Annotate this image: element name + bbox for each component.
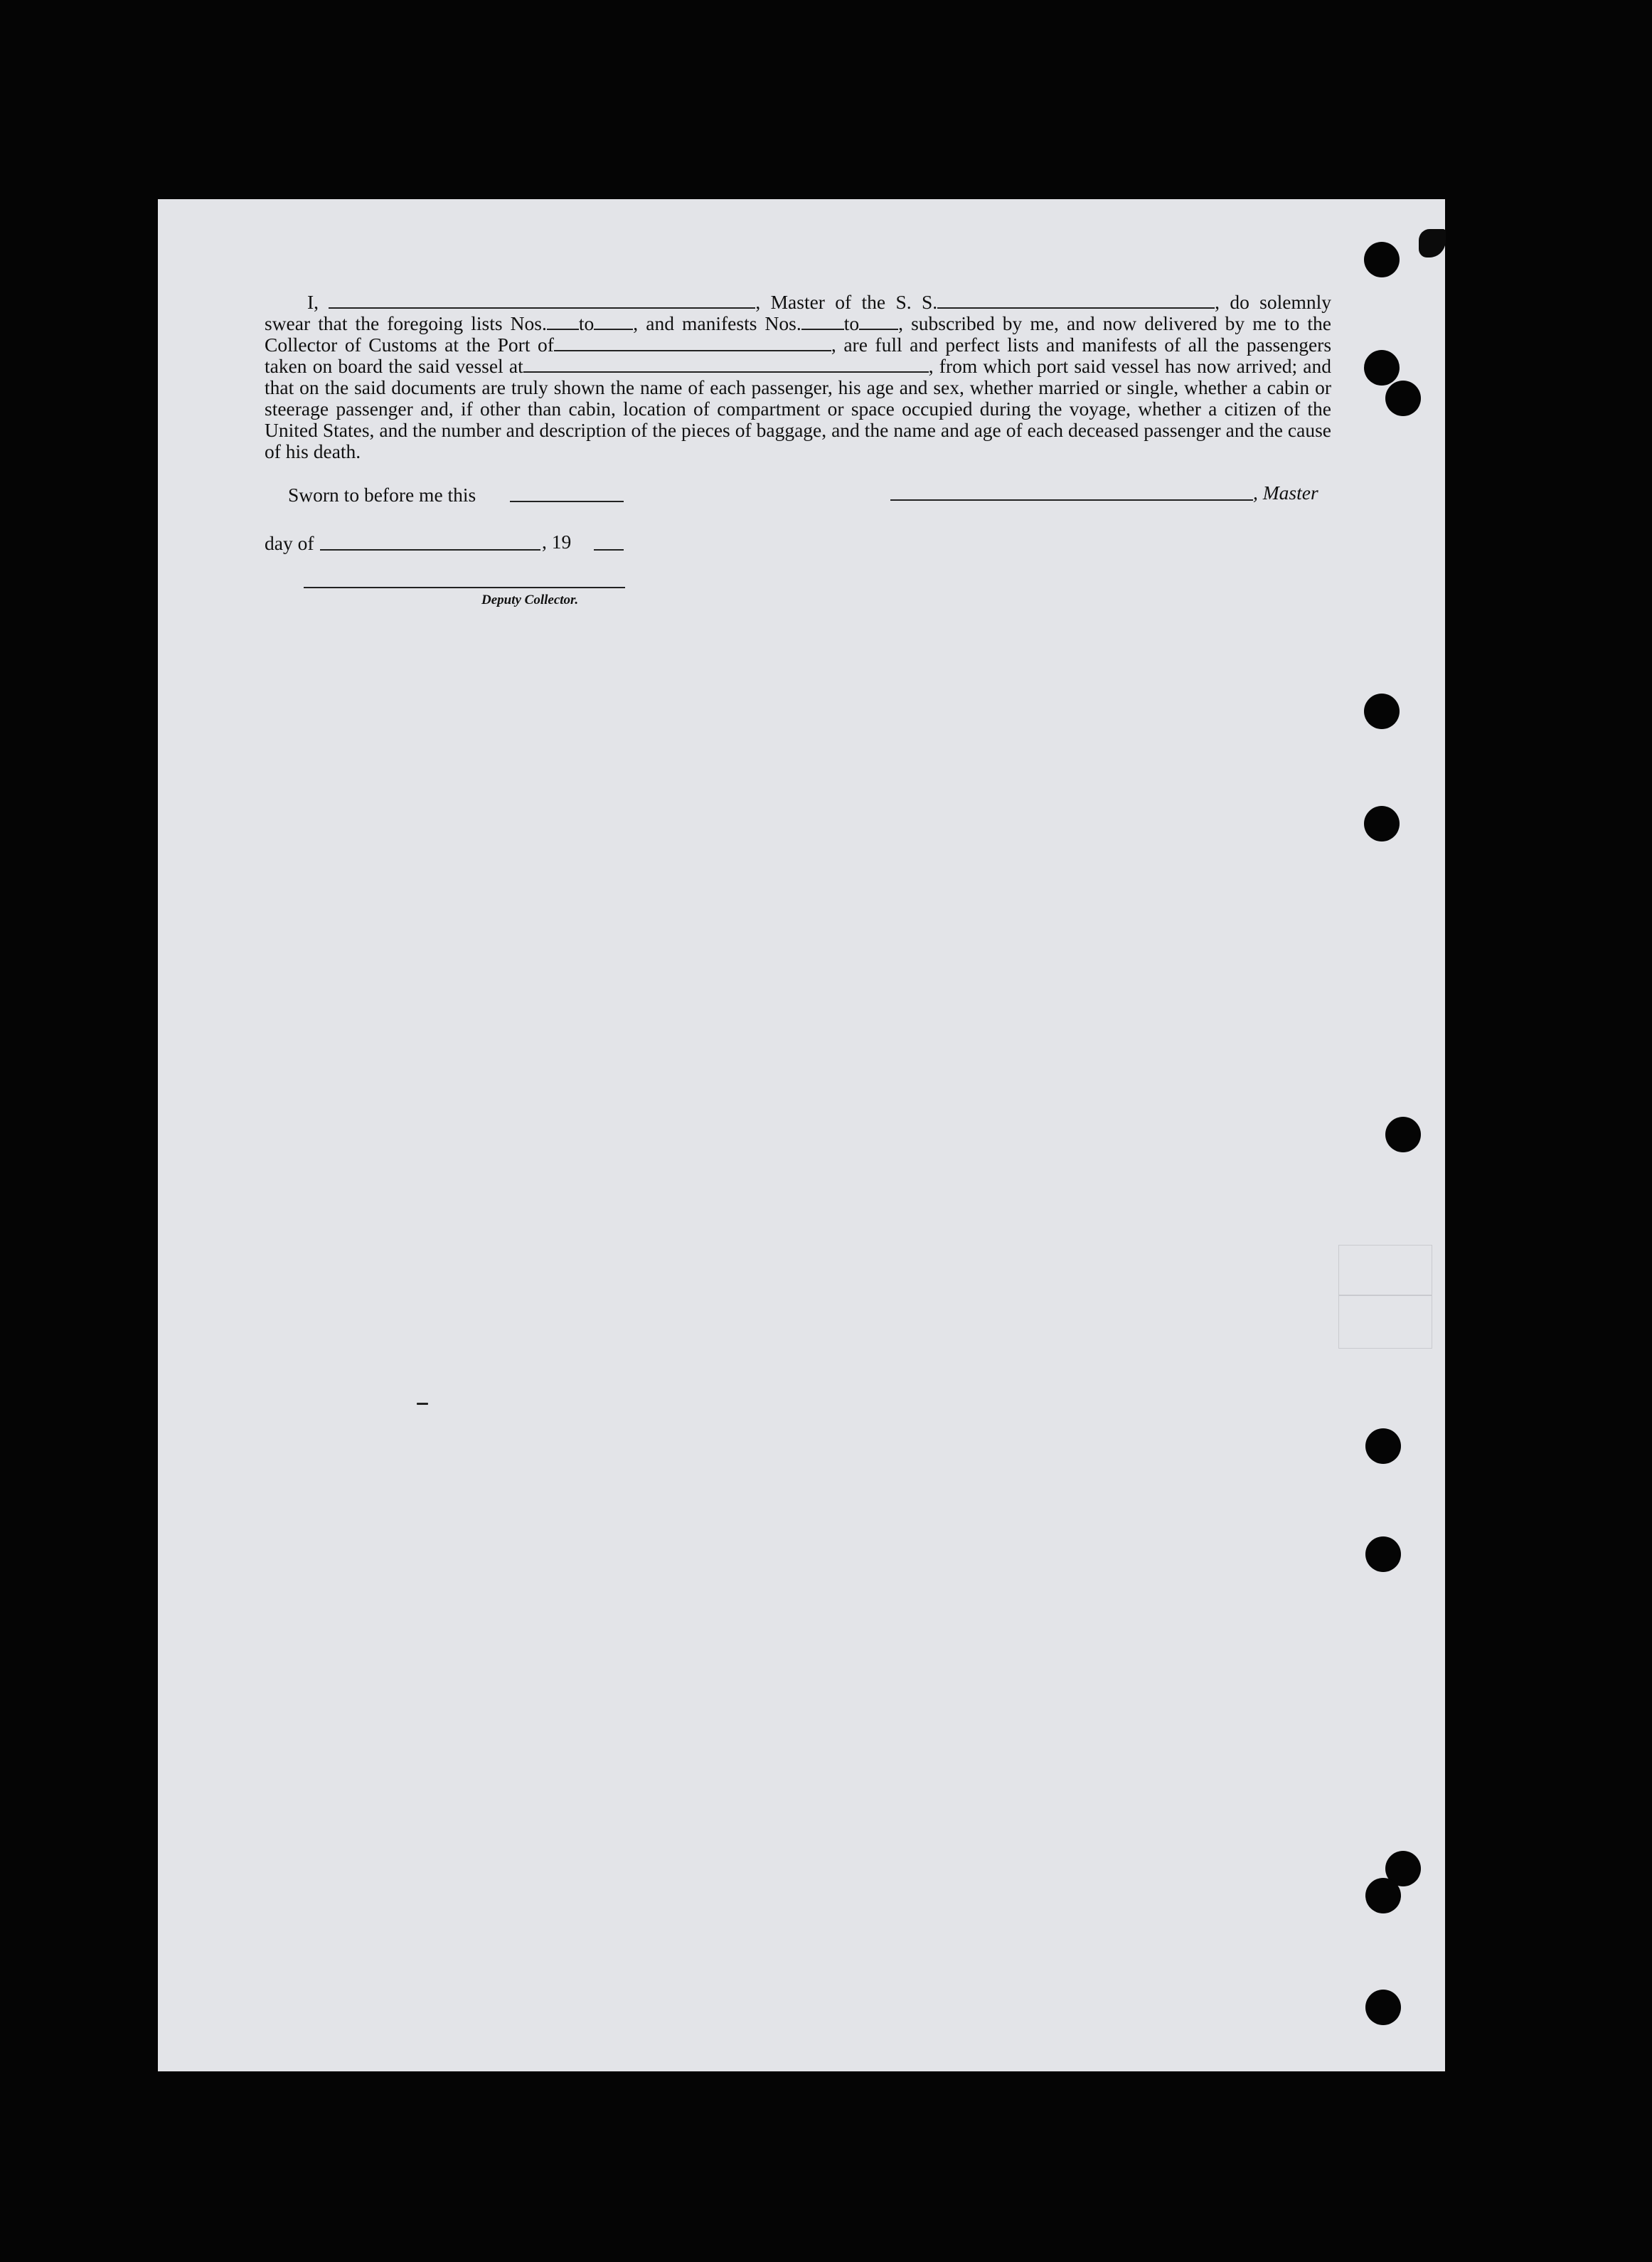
binder-hole-11 [1365,1990,1401,2025]
and-manifests-text: , and manifests Nos. [633,312,801,334]
lists-from-blank [547,314,579,330]
master-of-text: , Master of the S. S. [755,291,938,313]
manifests-to-blank [859,314,898,330]
binder-hole-8 [1365,1536,1401,1572]
year-blank [594,549,624,551]
year-prefix: , 19 [542,531,572,553]
sworn-day-blank [510,501,624,502]
do-solemnly-text: , do solemnly [1215,291,1331,313]
delivered-text: delivered by me to the Collector of Customs at the Port of [265,312,1332,356]
manifests-from-blank [801,314,844,330]
are-full-text: , are full and perfect lists and [831,334,1075,356]
binder-hole-10 [1365,1878,1401,1913]
sworn-before-label: Sworn to before me this [288,484,476,506]
deputy-collector-signature-line [304,587,625,588]
from-which-text: , from which [928,355,1031,377]
document-page [158,199,1445,2071]
day-of-label: day of [265,532,314,554]
to-text-2: to [843,312,860,334]
binder-hole-5 [1364,806,1400,841]
binder-hole-7 [1365,1428,1401,1464]
faint-stamp-top [1338,1245,1432,1296]
oath-pronoun: I, [307,291,319,313]
dash-mark [417,1403,428,1405]
ship-name-blank [937,293,1215,309]
deputy-collector-label: Deputy Collector. [481,593,579,607]
binder-hole-6 [1385,1117,1421,1152]
oath-body-text: port said vessel has now arrived; and that on the said documents are truly shown the name of each passenger, his age and sex, whether married or single, whether a cabin or steerage passenger and, if other than cabin, location of compartment or space occupied during the voyage, whether a citizen of the United States, and the number and description of the pieces of baggage, and the name and age of each deceased passenger and the cause of his death. [265,355,1331,462]
oath-paragraph [265,292,1331,462]
master-label: , Master [1253,482,1318,504]
month-blank [320,549,540,551]
binder-hole-1 [1364,242,1400,277]
to-text-1: to [578,312,595,334]
port-blank [554,336,831,351]
binder-hole-3 [1385,381,1421,416]
master-signature-line [890,499,1253,501]
lists-to-blank [594,314,633,330]
binder-hole-2 [1364,350,1400,386]
subscribed-text: , subscribed by me, and now [898,312,1137,334]
swear-text: swear that the foregoing lists Nos. [265,312,547,334]
binder-hole-4 [1364,694,1400,729]
departure-port-blank [523,357,929,373]
master-name-blank [329,293,755,309]
manifests-of-text: manifests of all the passengers taken on board the said vessel at [265,334,1332,377]
faint-stamp-bottom [1338,1295,1432,1349]
